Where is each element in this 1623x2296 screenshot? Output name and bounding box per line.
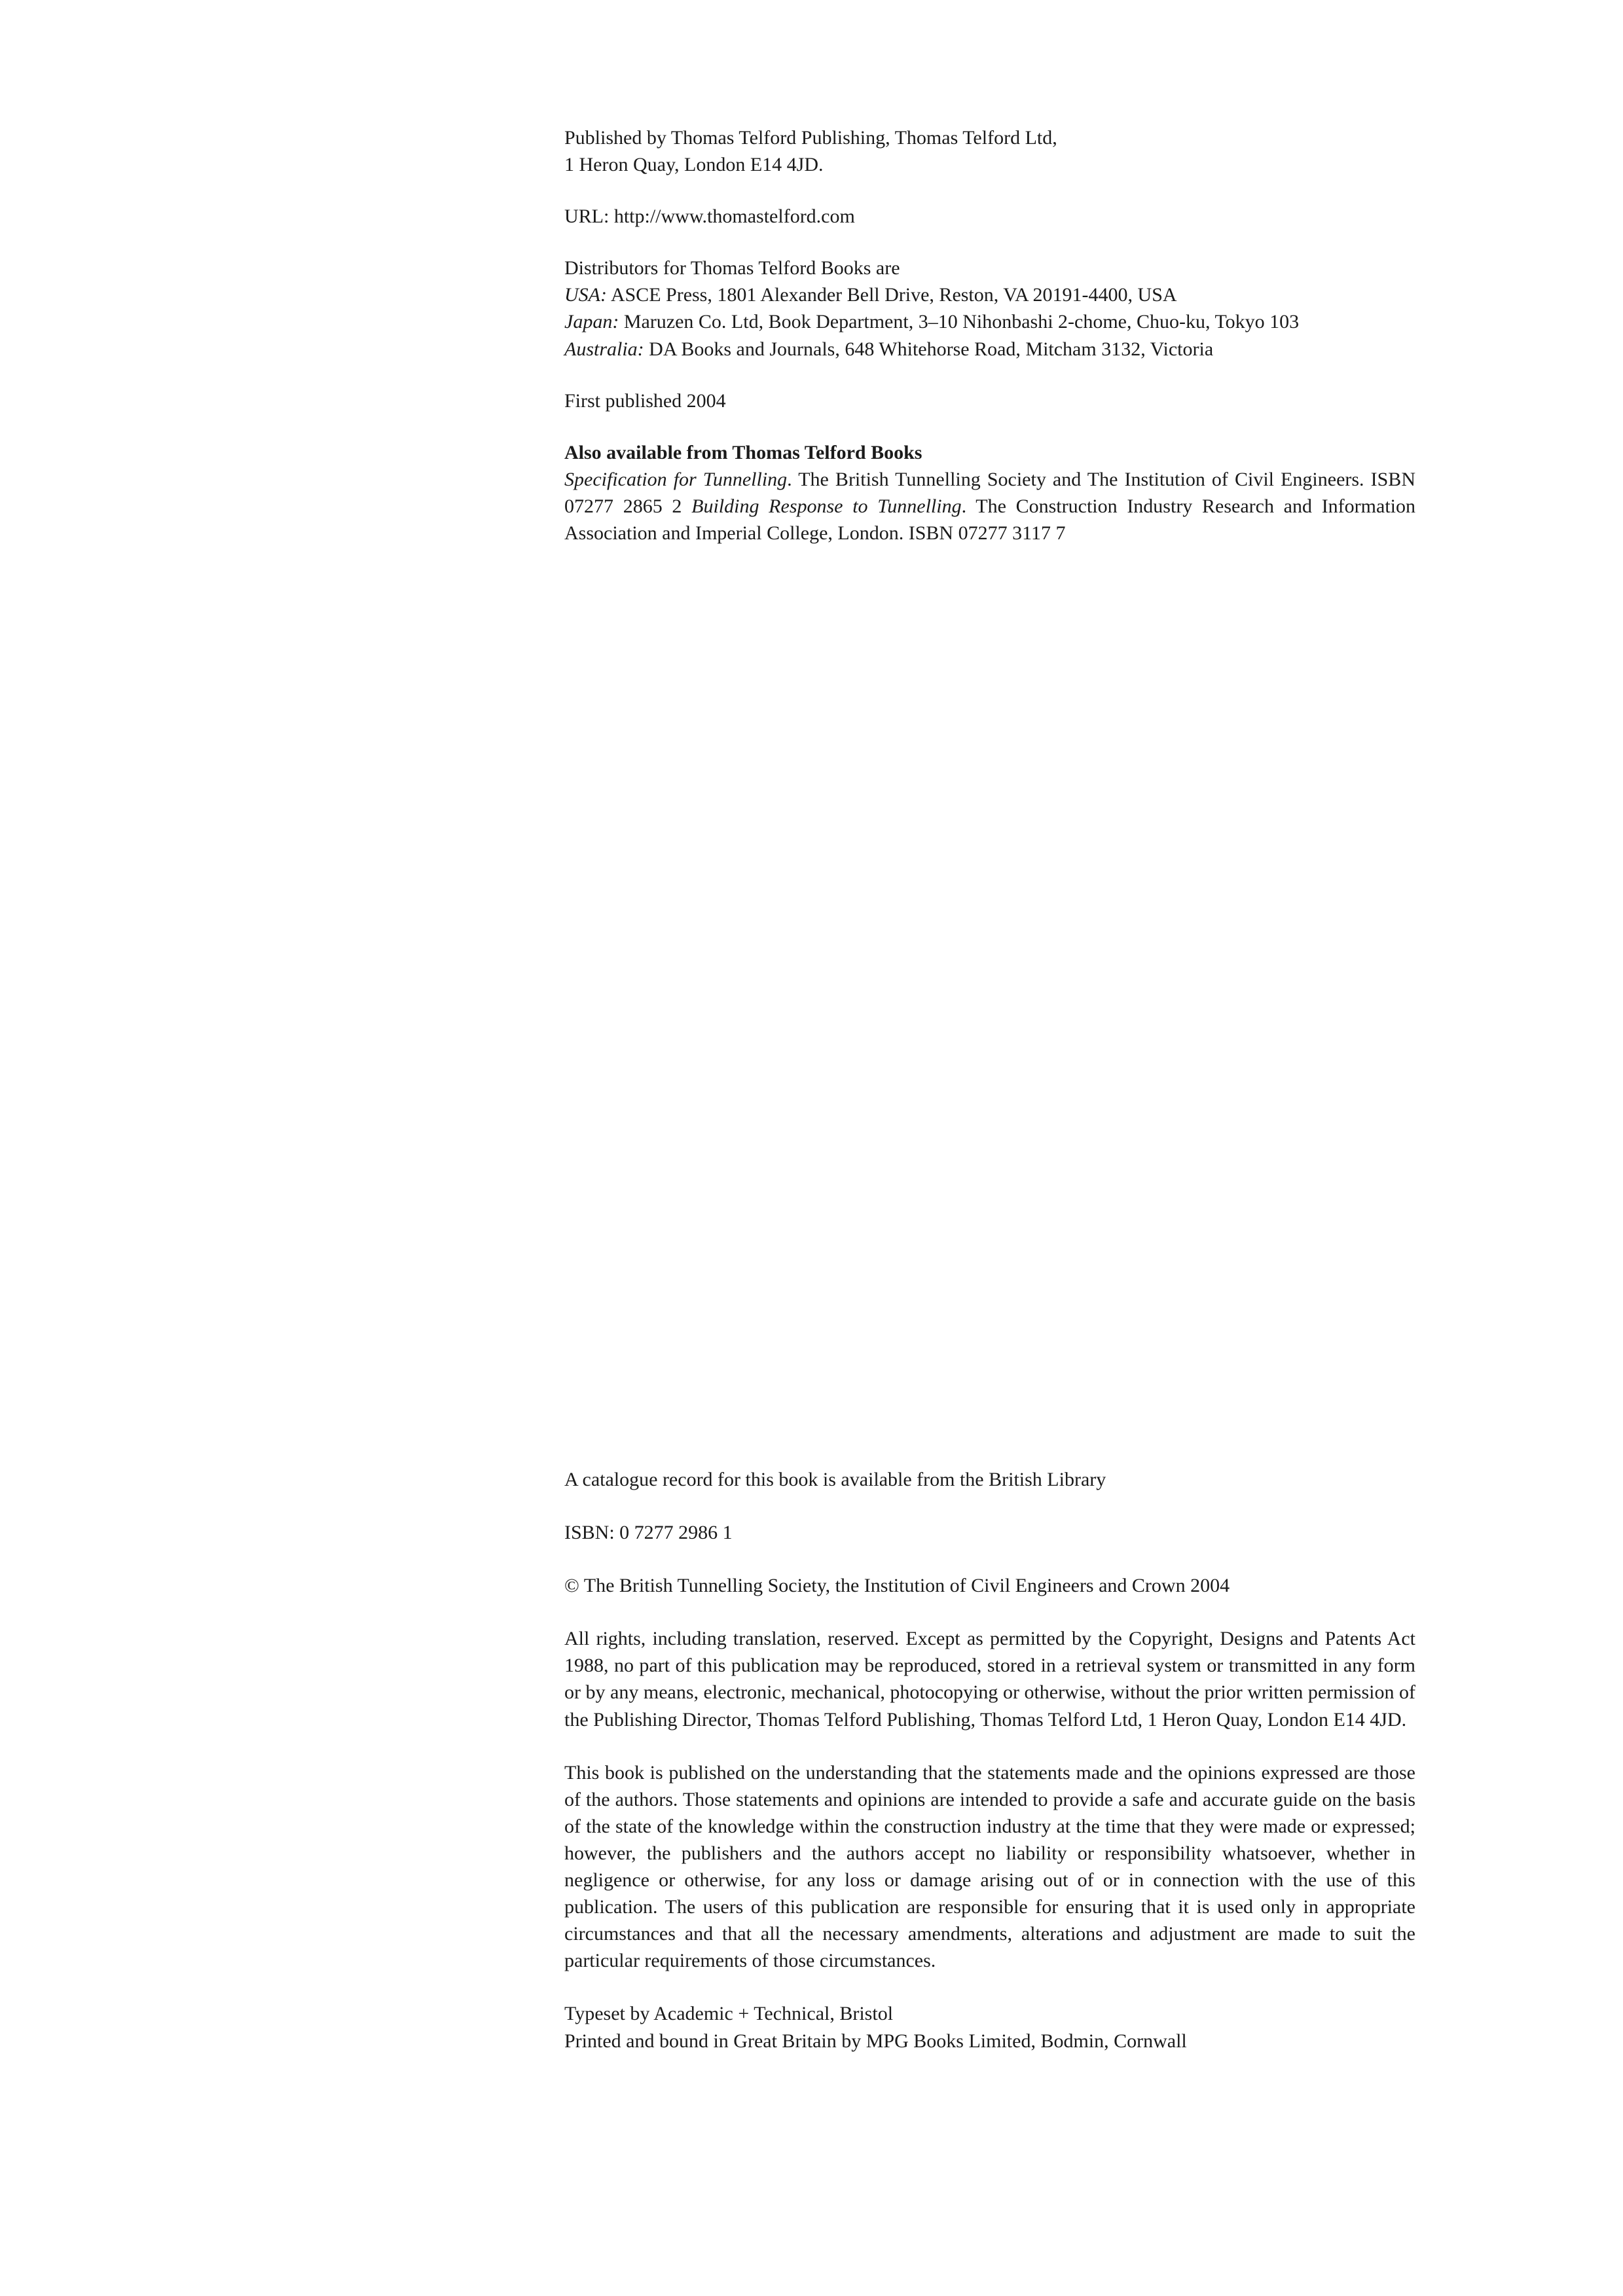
isbn-block (564, 1519, 1415, 1546)
publisher-line-1: Published by Thomas Telford Publishing, Thomas Telford Ltd, (564, 127, 1057, 149)
distributors-block (564, 255, 1415, 362)
distributor-japan-text: Maruzen Co. Ltd, Book Department, 3–10 Nihonbashi 2-chome, Chuo-ku, Tokyo 103 (619, 311, 1300, 333)
publisher-block (564, 124, 1415, 178)
typeset-text: Typeset by Academic + Technical, Bristol (564, 2003, 894, 2025)
first-published-block (564, 387, 1415, 414)
copyright-text: © The British Tunnelling Society, the Institution of Civil Engineers and Crown 2004 (564, 1575, 1230, 1597)
also-available-heading: Also available from Thomas Telford Books (564, 441, 922, 463)
distributor-japan (564, 308, 1415, 335)
also-available-title-2: Building Response to Tunnelling (691, 495, 962, 517)
url-block (564, 203, 1415, 230)
copyright-block (564, 1572, 1415, 1599)
distributor-australia-text: DA Books and Journals, 648 Whitehorse Road, Mitcham 3132, Victoria (644, 338, 1214, 360)
distributor-australia (564, 336, 1415, 363)
rights-text: All rights, including translation, reserved. Except as permitted by the Copyright, Designs and Patents Act 1988, no part of this publication may be reproduced, stored in a retrieval system or transmitted in any form or by any means, electronic, mechanical, photocopying or otherwise, without the prior written permission of the Publishing Director, Thomas Telford Publishing, Thomas Telford Ltd, 1 Heron Quay, London E14 4JD. (564, 1628, 1415, 1731)
distributor-usa-text: ASCE Press, 1801 Alexander Bell Drive, Reston, VA 20191-4400, USA (606, 284, 1177, 306)
disclaimer-text: This book is published on the understanding that the statements made and the opinions expressed are those of the authors. Those statements and opinions are intended to provide a safe and accurate guide on the basis of the state of the knowledge within the construction industry at the time that they were made or expressed; however, the publishers and the authors accept no liability or responsibility whatsoever, whether in negligence or otherwise, for any loss or damage arising out of or in connection with the use of this publication. The users of this publication are responsible for ensuring that it is used only in appropriate circumstances and that all the necessary amendments, alterations and adjustment are made to suit the particular requirements of those circumstances. (564, 1761, 1415, 1972)
distributor-australia-label: Australia: (564, 338, 644, 360)
also-available-item-2 (564, 495, 1415, 544)
publisher-line-2: 1 Heron Quay, London E14 4JD. (564, 154, 824, 176)
catalogue-text: A catalogue record for this book is available from the British Library (564, 1469, 1106, 1490)
isbn-text: ISBN: 0 7277 2986 1 (564, 1522, 733, 1544)
disclaimer-block (564, 1759, 1415, 1975)
printed-text: Printed and bound in Great Britain by MPG Books Limited, Bodmin, Cornwall (564, 2030, 1187, 2052)
distributor-usa (564, 281, 1415, 308)
also-available-block (564, 439, 1415, 547)
production-block (564, 2000, 1415, 2054)
distributor-usa-label: USA: (564, 284, 607, 306)
also-available-title-1: Specification for Tunnelling (564, 468, 788, 490)
distributors-heading: Distributors for Thomas Telford Books are (564, 257, 900, 279)
first-published-text: First published 2004 (564, 389, 726, 412)
distributor-japan-label: Japan: (564, 311, 619, 333)
publisher-url: URL: http://www.thomastelford.com (564, 206, 855, 228)
also-available-detail-2: . The Construction Industry Research and Information Association and Imperial College, London. ISBN 07277 3117 7 (564, 495, 1415, 545)
upper-content-column (564, 124, 1415, 571)
lower-content-column (564, 1466, 1415, 2081)
rights-block (564, 1625, 1415, 1732)
catalogue-block (564, 1466, 1415, 1493)
also-available-detail-1: . The British Tunnelling Society and The Institution of Civil Engineers. ISBN 07277 2865 2 (564, 468, 1415, 517)
